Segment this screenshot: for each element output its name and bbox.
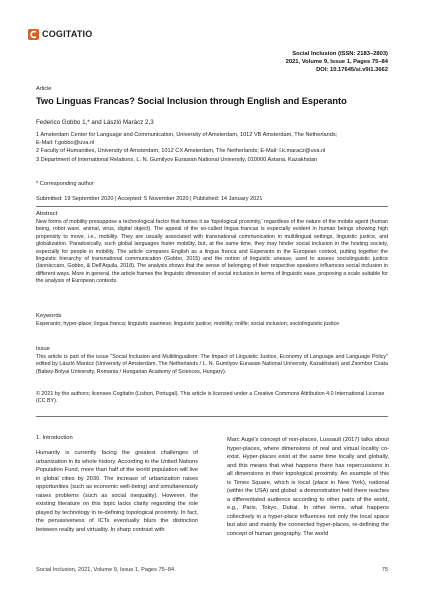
copyright-notice: © 2021 by the authors; licensee Cogitatio (Lisbon, Portugal). This article is licensed under a Creative Commons Attribution 4.0 International License (CC BY). — [36, 391, 385, 405]
journal-meta — [286, 50, 388, 74]
corresponding-author-note: * Corresponding author — [36, 181, 94, 187]
journal-doi[interactable]: DOI: 10.17645/si.v9i1.3662 — [316, 67, 388, 73]
divider — [36, 206, 388, 207]
divider — [36, 416, 388, 417]
affiliation-1-email[interactable]: E-Mail: f.gobbo@uva.nl — [36, 140, 95, 147]
abstract-text: New forms of mobility presuppose a technological factor that frames it as 'topological proximity,' regardless of the nature of the mobile agent (human being, robot ware, animal, virus, digital object). The appeal of the so-called lingua francas is especially evident in human beings showing high propensity to move, i.e., mobility. They are usually associated with transnational communication in multilingual settings, linguistic justice, and globalization. Paradoxically, such global languages foster mobility, but, at the same time, they may hinder social inclusion in the hosting society, especially for people in mobility. The article compares English as a lingua franca and Esperanto in the European context, putting together the linguistic hierarchy of transnational communication (Gobbo, 2015) and the notion of linguistic unease, used to assess sociolinguistic justice (Iannàccaro, Gobbo, & Dell'Aquila, 2018). The analysis shows that the sense of belonging of their respective speakers influences social inclusion in different ways. More in general, the article frames the linguistic dimension of social inclusion in terms of linguistic ease, proposing a scale suitable for the analysis of European contexts. — [36, 219, 388, 285]
journal-logo — [28, 28, 92, 40]
submission-dates: Submitted: 19 September 2020 | Accepted: 5 November 2020 | Published: 14 January 2021 — [36, 196, 263, 202]
page-number: 75 — [381, 567, 388, 573]
body-column-right: Marc Augé's concept of non-places, Lussault (2017) talks about hyper-places, where dimensions of real and virtual locality co-exist. Hyper-places exist at the same time locally and globally, and this means that what happens there has repercussions in all dimensions in their topological proximity. An example of this is Times Square, which is local (place in New York), national (within the USA) and global: a demonstration held there reaches a differentiated audience according to other parts of the world, e.g., Paris, Tokyo, Dubai. In other terms, what happens collectively in a hyper-place influences not only the local space but also and mainly the connected hyper-places, re-defining the concept of human geography. The world — [227, 437, 389, 537]
issue-heading: Issue — [36, 346, 50, 352]
affiliations — [36, 131, 396, 164]
affiliation-3: 3 Department of International Relations, L. N. Gumilyov Eurasian National University, 010000 Astana, Kazakhstan — [36, 156, 318, 163]
journal-issn: Social Inclusion (ISSN: 2183–2803) — [292, 51, 388, 57]
article-title: Two Linguas Francas? Social Inclusion through English and Esperanto — [36, 96, 347, 106]
article-type-label: Article — [36, 86, 52, 92]
author-list: Federico Gobbo 1,* and László Marácz 2,3 — [36, 119, 154, 126]
abstract-heading: Abstract — [36, 211, 58, 217]
keywords-text: Esperanto; hyper-place; lingua franca; linguistic easiness; linguistic justice; mobility; onlife; social inclusion; sociolinguistic justice — [36, 321, 340, 327]
cogitatio-logo-icon — [28, 29, 39, 40]
affiliation-2: 2 Faculty of Humanities, University of Amsterdam, 1012 CX Amsterdam, The Netherlands; E-Mail: l.k.maracz@uva.nl — [36, 148, 326, 155]
body-column-left: Humanity is currently facing the greatest challenges of urbanization in its whole history. According to the United Nations Population Fund, more than half of the world population will live in global cities by 2030. The increase of urbanization raises opportunities (such as economic well-being) and simultaneously raises problems (such as social inequality). However, the existing literature on this topic lacks clarity regarding the role played by technology in re-defining topological proximity. In fact, the pervasiveness of ICTs eventually blurs the distinction between reality and virtuality. In sharp contrast with — [36, 450, 198, 533]
section-heading-introduction: 1. Introduction — [36, 435, 73, 441]
footer-citation: Social Inclusion, 2021, Volume 9, Issue 1, Pages 75–84 — [36, 567, 175, 573]
keywords-heading: Keywords — [36, 313, 62, 319]
journal-volume: 2021, Volume 9, Issue 1, Pages 75–84 — [285, 59, 388, 65]
issue-text: This article is part of the issue "Social Inclusion and Multilingualism: The Impact of Linguistic Justice, Economy of Language and Language Policy" edited by László Marácz (University of Amsterdam, The Netherlands / L. N. Gumilyov Eurasian National University, Kazakhstan) and Zsombor Csata (Babeș-Bolyai University, Romania / Hungarian Academy of Sciences, Hungary). — [36, 354, 388, 375]
affiliation-1: 1 Amsterdam Center for Language and Communication, University of Amsterdam, 1012 VB Amsterdam, The Netherlands; — [36, 132, 338, 138]
logo-text: COGITATIO — [42, 29, 93, 39]
